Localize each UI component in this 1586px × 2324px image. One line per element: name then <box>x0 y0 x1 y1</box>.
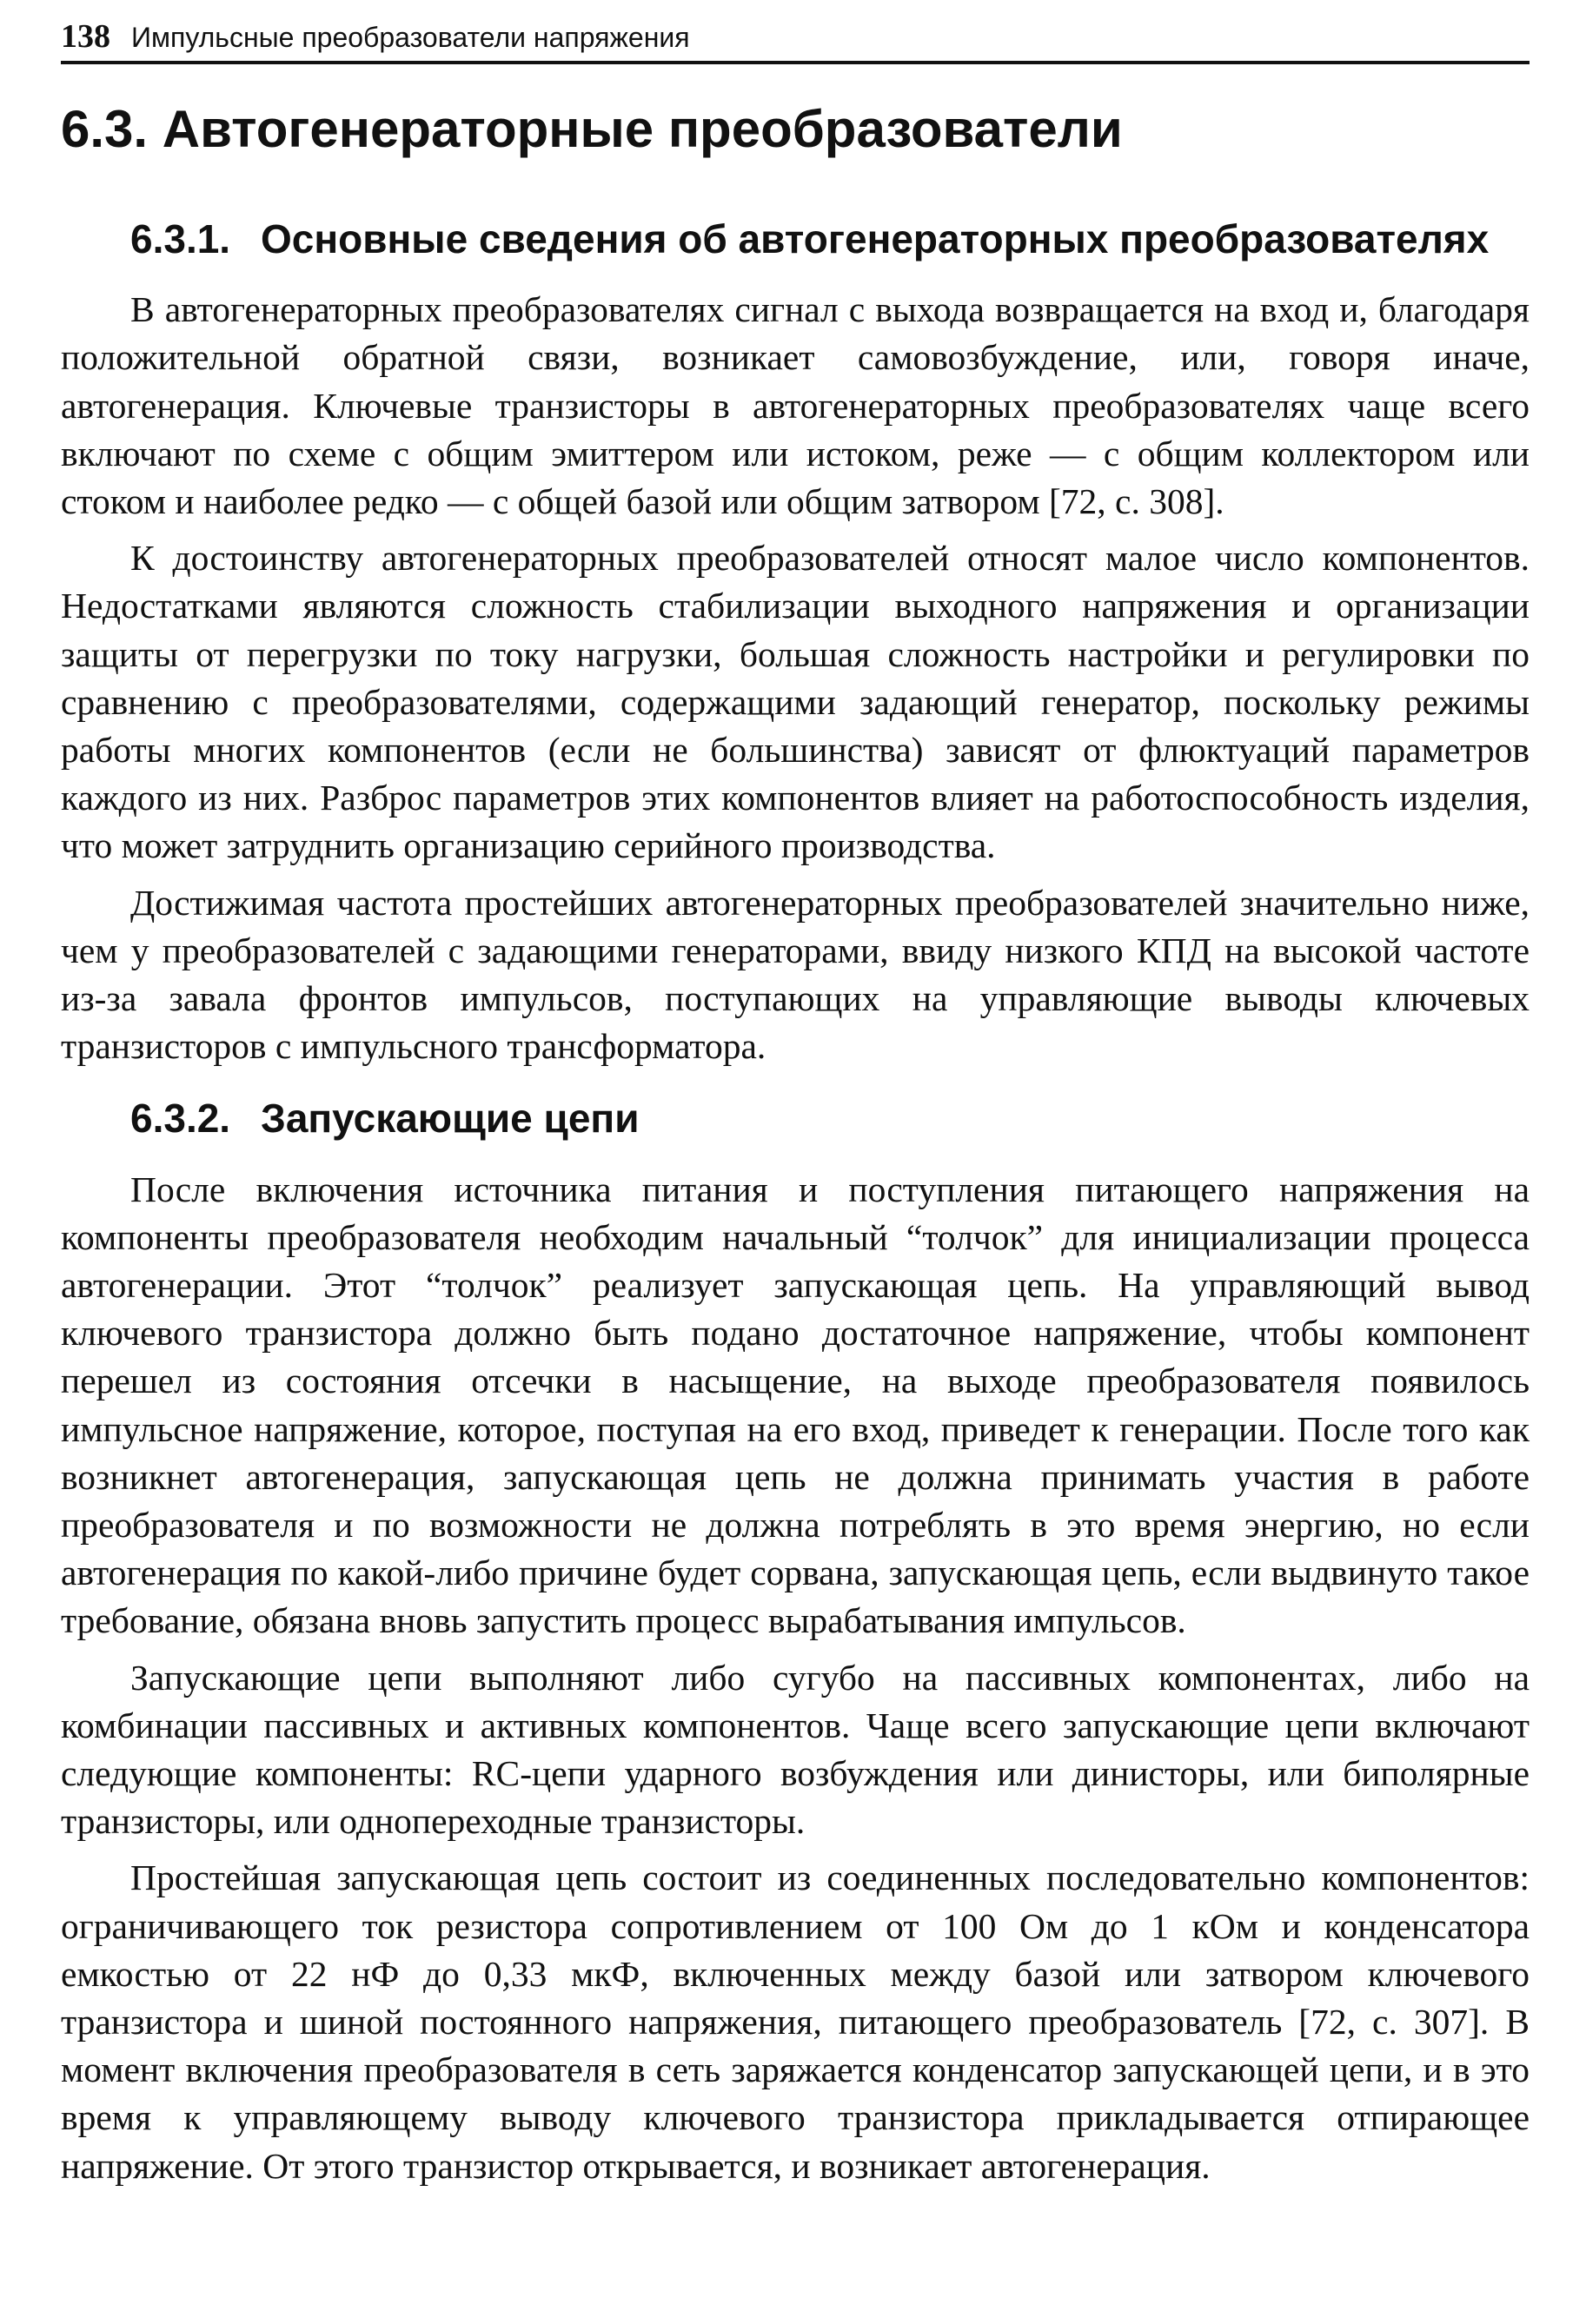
paragraph: К достоинству автогенераторных преобразователей относят малое число компонентов. Недостатками являются сложность стабилизации выходного напряжения и организации защиты от перегрузки по току нагрузки, большая сложность настройки и регулировки по сравнению с преобразователями, содержащими задающий генератор, поскольку режимы работы многих компонентов (если не большинства) зависят от флюктуаций параметров каждого из них. Разброс параметров этих компонентов влияет на работоспособность изделия, что может затруднить организацию серийного производства. <box>61 538 1530 866</box>
subsection-body-6-3-2 <box>61 1166 1530 2190</box>
subsection-title: Основные сведения об автогенераторных преобразователях <box>261 216 1490 262</box>
page-number: 138 <box>61 18 110 55</box>
subsection-body-6-3-1 <box>61 286 1530 1070</box>
paragraph: Простейшая запускающая цепь состоит из соединенных последовательно компонентов: ограничивающего ток резистора сопротивлением от 100 Ом до 1 кОм и конденсатора емкостью от 22 нФ до 0,33 мкФ, включенных между базой или затвором ключевого транзистора и шиной постоянного напряжения, питающего преобразователь [72, с. 307]. В момент включения преобразователя в сеть заряжается конденсатор запускающей цепи, и в это время к управляющему выводу ключевого транзистора прикладывается отпирающее напряжение. От этого транзистор открывается, и возникает автогенерация. <box>61 1857 1530 2186</box>
running-title: Импульсные преобразователи напряжения <box>131 22 690 53</box>
paragraph: После включения источника питания и поступления питающего напряжения на компоненты преобразователя необходим начальный “толчок” для инициализации процесса автогенерации. Этот “толчок” реализует запускающая цепь. На управляющий вывод ключевого транзистора должно быть подано достаточное напряжение, чтобы компонент перешел из состояния отсечки в насыщение, на выходе преобразователя появилось импульсное напряжение, которое, поступая на его вход, приведет к генерации. После того как возникнет автогенерация, запускающая цепь не должна принимать участия в работе преобразователя и по возможности не должна потреблять в это время энергию, но если автогенерация по какой-либо причине будет сорвана, запускающая цепь, если выдвинуто такое требование, обязана вновь запустить процесс вырабатывания импульсов. <box>61 1169 1530 1641</box>
paragraph: Запускающие цепи выполняют либо сугубо на пассивных компонентах, либо на комбинации пассивных и активных компонентов. Чаще всего запускающие цепи включают следующие компоненты: RC-цепи ударного возбуждения или динисторы, или биполярные транзисторы, или однопереходные транзисторы. <box>61 1657 1530 1842</box>
subsection-number: 6.3.1. <box>130 216 231 262</box>
subsection-title: Запускающие цепи <box>261 1096 640 1142</box>
subsection-number: 6.3.2. <box>130 1096 231 1142</box>
subsection-heading-6-3-2 <box>130 1095 1530 1142</box>
paragraph: В автогенераторных преобразователях сигнал с выхода возвращается на вход и, благодаря положительной обратной связи, возникает самовозбуждение, или, говоря иначе, автогенерация. Ключевые транзисторы в автогенераторных преобразователях чаще всего включают по схеме с общим эмиттером или истоком, реже — с общим коллектором или стоком и наиболее редко — с общей базой или общим затвором [72, с. 308]. <box>61 289 1530 521</box>
section-title: 6.3. Автогенераторные преобразователи <box>61 100 1123 158</box>
subsection-heading-6-3-1 <box>130 215 1530 263</box>
book-page <box>61 17 1530 2199</box>
paragraph: Достижимая частота простейших автогенераторных преобразователей значительно ниже, чем у преобразователей с задающими генераторами, ввиду низкого КПД на высокой частоте из-за завала фронтов импульсов, поступающих на управляющие выводы ключевых транзисторов с импульсного трансформатора. <box>61 882 1530 1067</box>
running-header <box>61 17 1530 64</box>
